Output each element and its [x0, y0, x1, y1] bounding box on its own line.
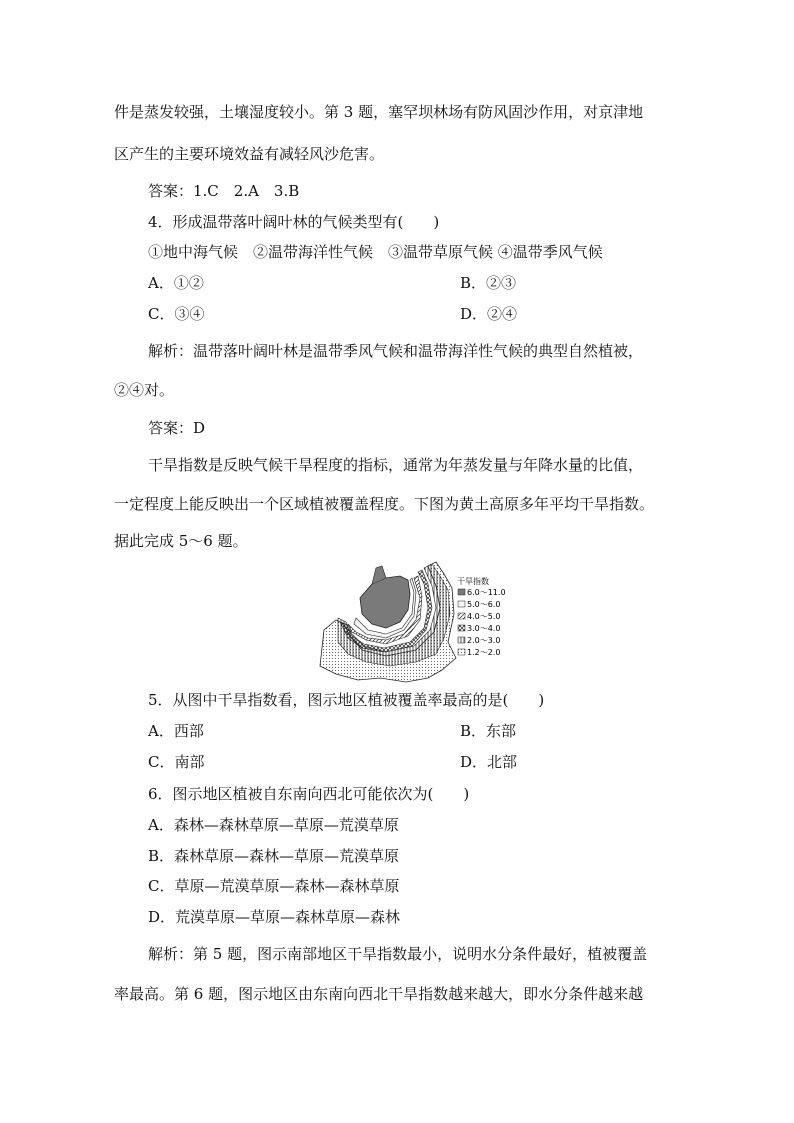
explanation-line: 率最高。第 6 题，图示地区由东南向西北干旱指数越来越大，即水分条件越来越 — [114, 985, 644, 1003]
legend-title: 干旱指数 — [457, 577, 489, 586]
option-d: D．②④ — [460, 305, 518, 323]
answer-line: 答案：1.C 2.A 3.B — [148, 182, 300, 200]
aridity-index-map — [316, 558, 522, 686]
explanation-line: 解析：温带落叶阔叶林是温带季风气候和温带海洋性气候的典型自然植被， — [148, 342, 644, 360]
paragraph-line: 件是蒸发较强，土壤湿度较小。第 3 题，塞罕坝林场有防风固沙作用，对京津地 — [114, 103, 644, 121]
explanation-line: 解析：第 5 题，图示南部地区干旱指数最小，说明水分条件最好，植被覆盖 — [148, 945, 648, 963]
legend-item: 2.0～3.0 — [467, 636, 501, 645]
paragraph-line: 区产生的主要环境效益有减轻风沙危害。 — [114, 145, 385, 163]
legend-item: 4.0～5.0 — [467, 612, 501, 621]
option-b: B．森林草原—森林—草原—荒漠草原 — [148, 847, 400, 865]
question-4: 4．形成温带落叶阔叶林的气候类型有( ) — [148, 213, 440, 231]
intro-line: 干旱指数是反映气候干旱程度的指标，通常为年蒸发量与年降水量的比值， — [148, 456, 644, 474]
legend-item: 1.2～2.0 — [467, 648, 501, 657]
option-c: C．南部 — [148, 753, 205, 771]
region-highest — [360, 576, 410, 628]
option-a: A．西部 — [148, 722, 204, 740]
option-c: C．草原—荒漠草原—森林—森林草原 — [148, 877, 400, 895]
question-5: 5．从图中干旱指数看，图示地区植被覆盖率最高的是( ) — [148, 691, 545, 709]
question-4-items: ①地中海气候 ②温带海洋性气候 ③温带草原气候 ④温带季风气候 — [148, 243, 603, 261]
option-b: B．东部 — [460, 722, 517, 740]
option-a: A．森林—森林草原—草原—荒漠草原 — [148, 816, 399, 834]
option-b: B．②③ — [460, 274, 517, 292]
option-c: C．③④ — [148, 305, 205, 323]
legend-item: 5.0～6.0 — [467, 600, 501, 609]
answer-line: 答案：D — [148, 419, 206, 437]
intro-line: 据此完成 5～6 题。 — [114, 532, 248, 550]
question-6: 6．图示地区植被自东南向西北可能依次为( ) — [148, 785, 470, 803]
intro-line: 一定程度上能反映出一个区域植被覆盖程度。下图为黄土高原多年平均干旱指数。 — [114, 495, 655, 513]
legend-item: 3.0～4.0 — [467, 624, 501, 633]
legend-item: 6.0～11.0 — [467, 588, 506, 597]
option-d: D．荒漠草原—草原—森林草原—森林 — [148, 908, 401, 926]
option-a: A．①② — [148, 274, 204, 292]
explanation-line: ②④对。 — [114, 381, 175, 399]
option-d: D．北部 — [460, 753, 518, 771]
